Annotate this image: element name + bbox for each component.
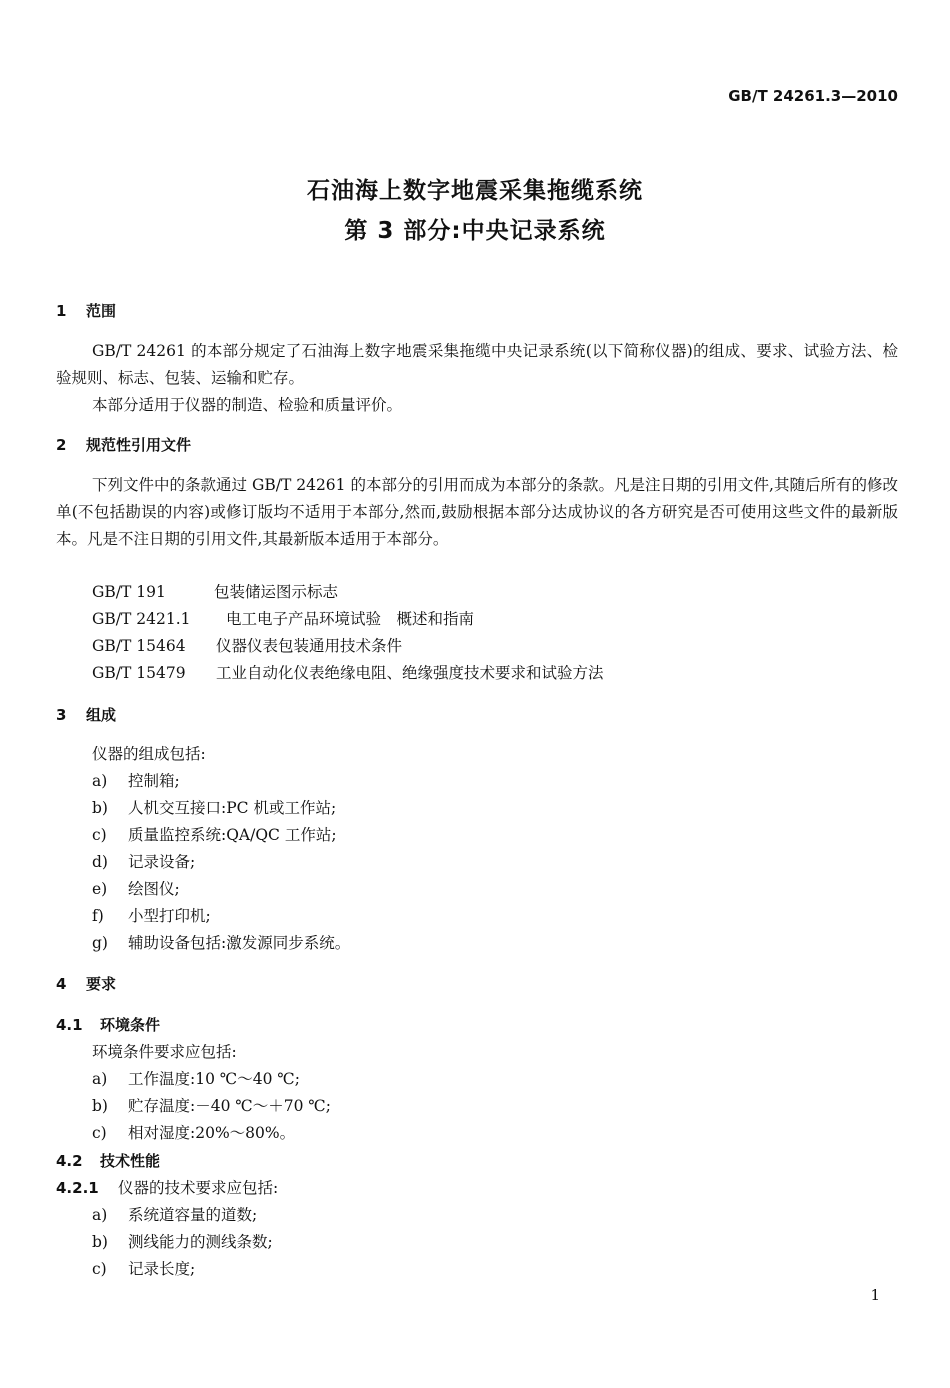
reference-code: GB/T 191 xyxy=(92,583,166,601)
list-text: 系统道容量的道数; xyxy=(128,1206,258,1224)
section-title: 组成 xyxy=(86,706,117,724)
reference-title: 工业自动化仪表绝缘电阻、绝缘强度技术要求和试验方法 xyxy=(216,664,604,682)
list-marker: b) xyxy=(92,1233,108,1251)
list-item xyxy=(92,1203,257,1225)
section-1-paragraph-1: GB/T 24261 的本部分规定了石油海上数字地震采集拖缆中央记录系统(以下简称仪器)的组成、要求、试验方法、检验规则、标志、包装、运输和贮存。 xyxy=(56,342,898,387)
reference-title: 电工电子产品环境试验 概述和指南 xyxy=(226,610,475,628)
list-marker: a) xyxy=(92,772,108,790)
reference-title: 仪器仪表包装通用技术条件 xyxy=(216,637,403,655)
reference-title: 包装储运图示标志 xyxy=(214,583,339,601)
clause-number: 4.2.1 xyxy=(56,1179,99,1197)
list-item xyxy=(92,1094,331,1116)
list-text: 相对湿度:20%～80%。 xyxy=(128,1124,296,1142)
list-marker: e) xyxy=(92,880,108,898)
subsection-4-1-intro: 环境条件要求应包括: xyxy=(92,1043,237,1061)
doc-title-line1: 石油海上数字地震采集拖缆系统 xyxy=(307,178,643,204)
section-number: 4.2 xyxy=(56,1152,83,1170)
list-marker: c) xyxy=(92,1260,107,1278)
reference-item xyxy=(92,634,402,656)
list-text: 贮存温度:－40 ℃～＋70 ℃; xyxy=(128,1097,331,1115)
section-title: 范围 xyxy=(86,302,117,320)
subsection-4-1-heading xyxy=(56,1014,160,1035)
list-item xyxy=(92,823,337,845)
reference-code: GB/T 15479 xyxy=(92,664,186,682)
reference-code: GB/T 15464 xyxy=(92,637,186,655)
section-1-paragraph-2: 本部分适用于仪器的制造、检验和质量评价。 xyxy=(92,396,403,414)
reference-code: GB/T 2421.1 xyxy=(92,610,191,628)
list-marker: c) xyxy=(92,826,107,844)
list-text: 质量监控系统:QA/QC 工作站; xyxy=(128,826,337,844)
list-marker: a) xyxy=(92,1070,108,1088)
standard-code: GB/T 24261.3—2010 xyxy=(728,87,898,105)
list-item xyxy=(92,796,336,818)
list-marker: f) xyxy=(92,907,104,925)
list-marker: b) xyxy=(92,1097,108,1115)
list-marker: d) xyxy=(92,853,108,871)
list-item xyxy=(92,769,180,791)
section-number: 4 xyxy=(56,975,67,993)
section-title: 技术性能 xyxy=(100,1152,161,1170)
list-item xyxy=(92,1257,195,1279)
section-2-paragraph-1: 下列文件中的条款通过 GB/T 24261 的本部分的引用而成为本部分的条款。凡是注日期的引用文件,其随后所有的修改单(不包括勘误的内容)或修订版均不适用于本部分,然而,鼓励根据本部分达成协议的各方研究是否可使用这些文件的最新版本。凡是不注日期的引用文件,其最新版本适用于本部分。 xyxy=(56,476,898,548)
list-item xyxy=(92,1230,273,1252)
section-3-heading xyxy=(56,704,116,725)
clause-4-2-1 xyxy=(56,1176,278,1198)
list-text: 工作温度:10 ℃～40 ℃; xyxy=(128,1070,300,1088)
list-marker: c) xyxy=(92,1124,107,1142)
list-item xyxy=(92,1067,300,1089)
list-text: 控制箱; xyxy=(128,772,180,790)
doc-title-line2: 第 3 部分:中央记录系统 xyxy=(344,218,606,244)
list-marker: b) xyxy=(92,799,108,817)
section-title: 规范性引用文件 xyxy=(86,436,192,454)
section-1-heading xyxy=(56,300,116,321)
section-number: 3 xyxy=(56,706,67,724)
list-text: 辅助设备包括:激发源同步系统。 xyxy=(128,934,351,952)
section-4-heading xyxy=(56,973,116,994)
list-marker: a) xyxy=(92,1206,108,1224)
section-title: 环境条件 xyxy=(100,1016,161,1034)
list-item xyxy=(92,850,195,872)
reference-item xyxy=(92,661,604,683)
clause-text: 仪器的技术要求应包括: xyxy=(118,1179,279,1197)
list-item xyxy=(92,904,211,926)
subsection-4-2-heading xyxy=(56,1150,160,1171)
page-number: 1 xyxy=(870,1286,880,1304)
list-text: 绘图仪; xyxy=(128,880,180,898)
list-text: 小型打印机; xyxy=(128,907,211,925)
section-number: 4.1 xyxy=(56,1016,83,1034)
list-item xyxy=(92,931,350,953)
section-number: 1 xyxy=(56,302,67,320)
list-item xyxy=(92,877,180,899)
list-text: 记录设备; xyxy=(128,853,196,871)
section-title: 要求 xyxy=(86,975,117,993)
list-text: 记录长度; xyxy=(128,1260,196,1278)
reference-item xyxy=(92,580,338,602)
list-marker: g) xyxy=(92,934,108,952)
reference-item xyxy=(92,607,474,629)
section-number: 2 xyxy=(56,436,67,454)
list-text: 测线能力的测线条数; xyxy=(128,1233,273,1251)
list-item xyxy=(92,1121,295,1143)
list-text: 人机交互接口:PC 机或工作站; xyxy=(128,799,337,817)
section-2-heading xyxy=(56,434,191,455)
section-3-intro: 仪器的组成包括: xyxy=(92,745,206,763)
